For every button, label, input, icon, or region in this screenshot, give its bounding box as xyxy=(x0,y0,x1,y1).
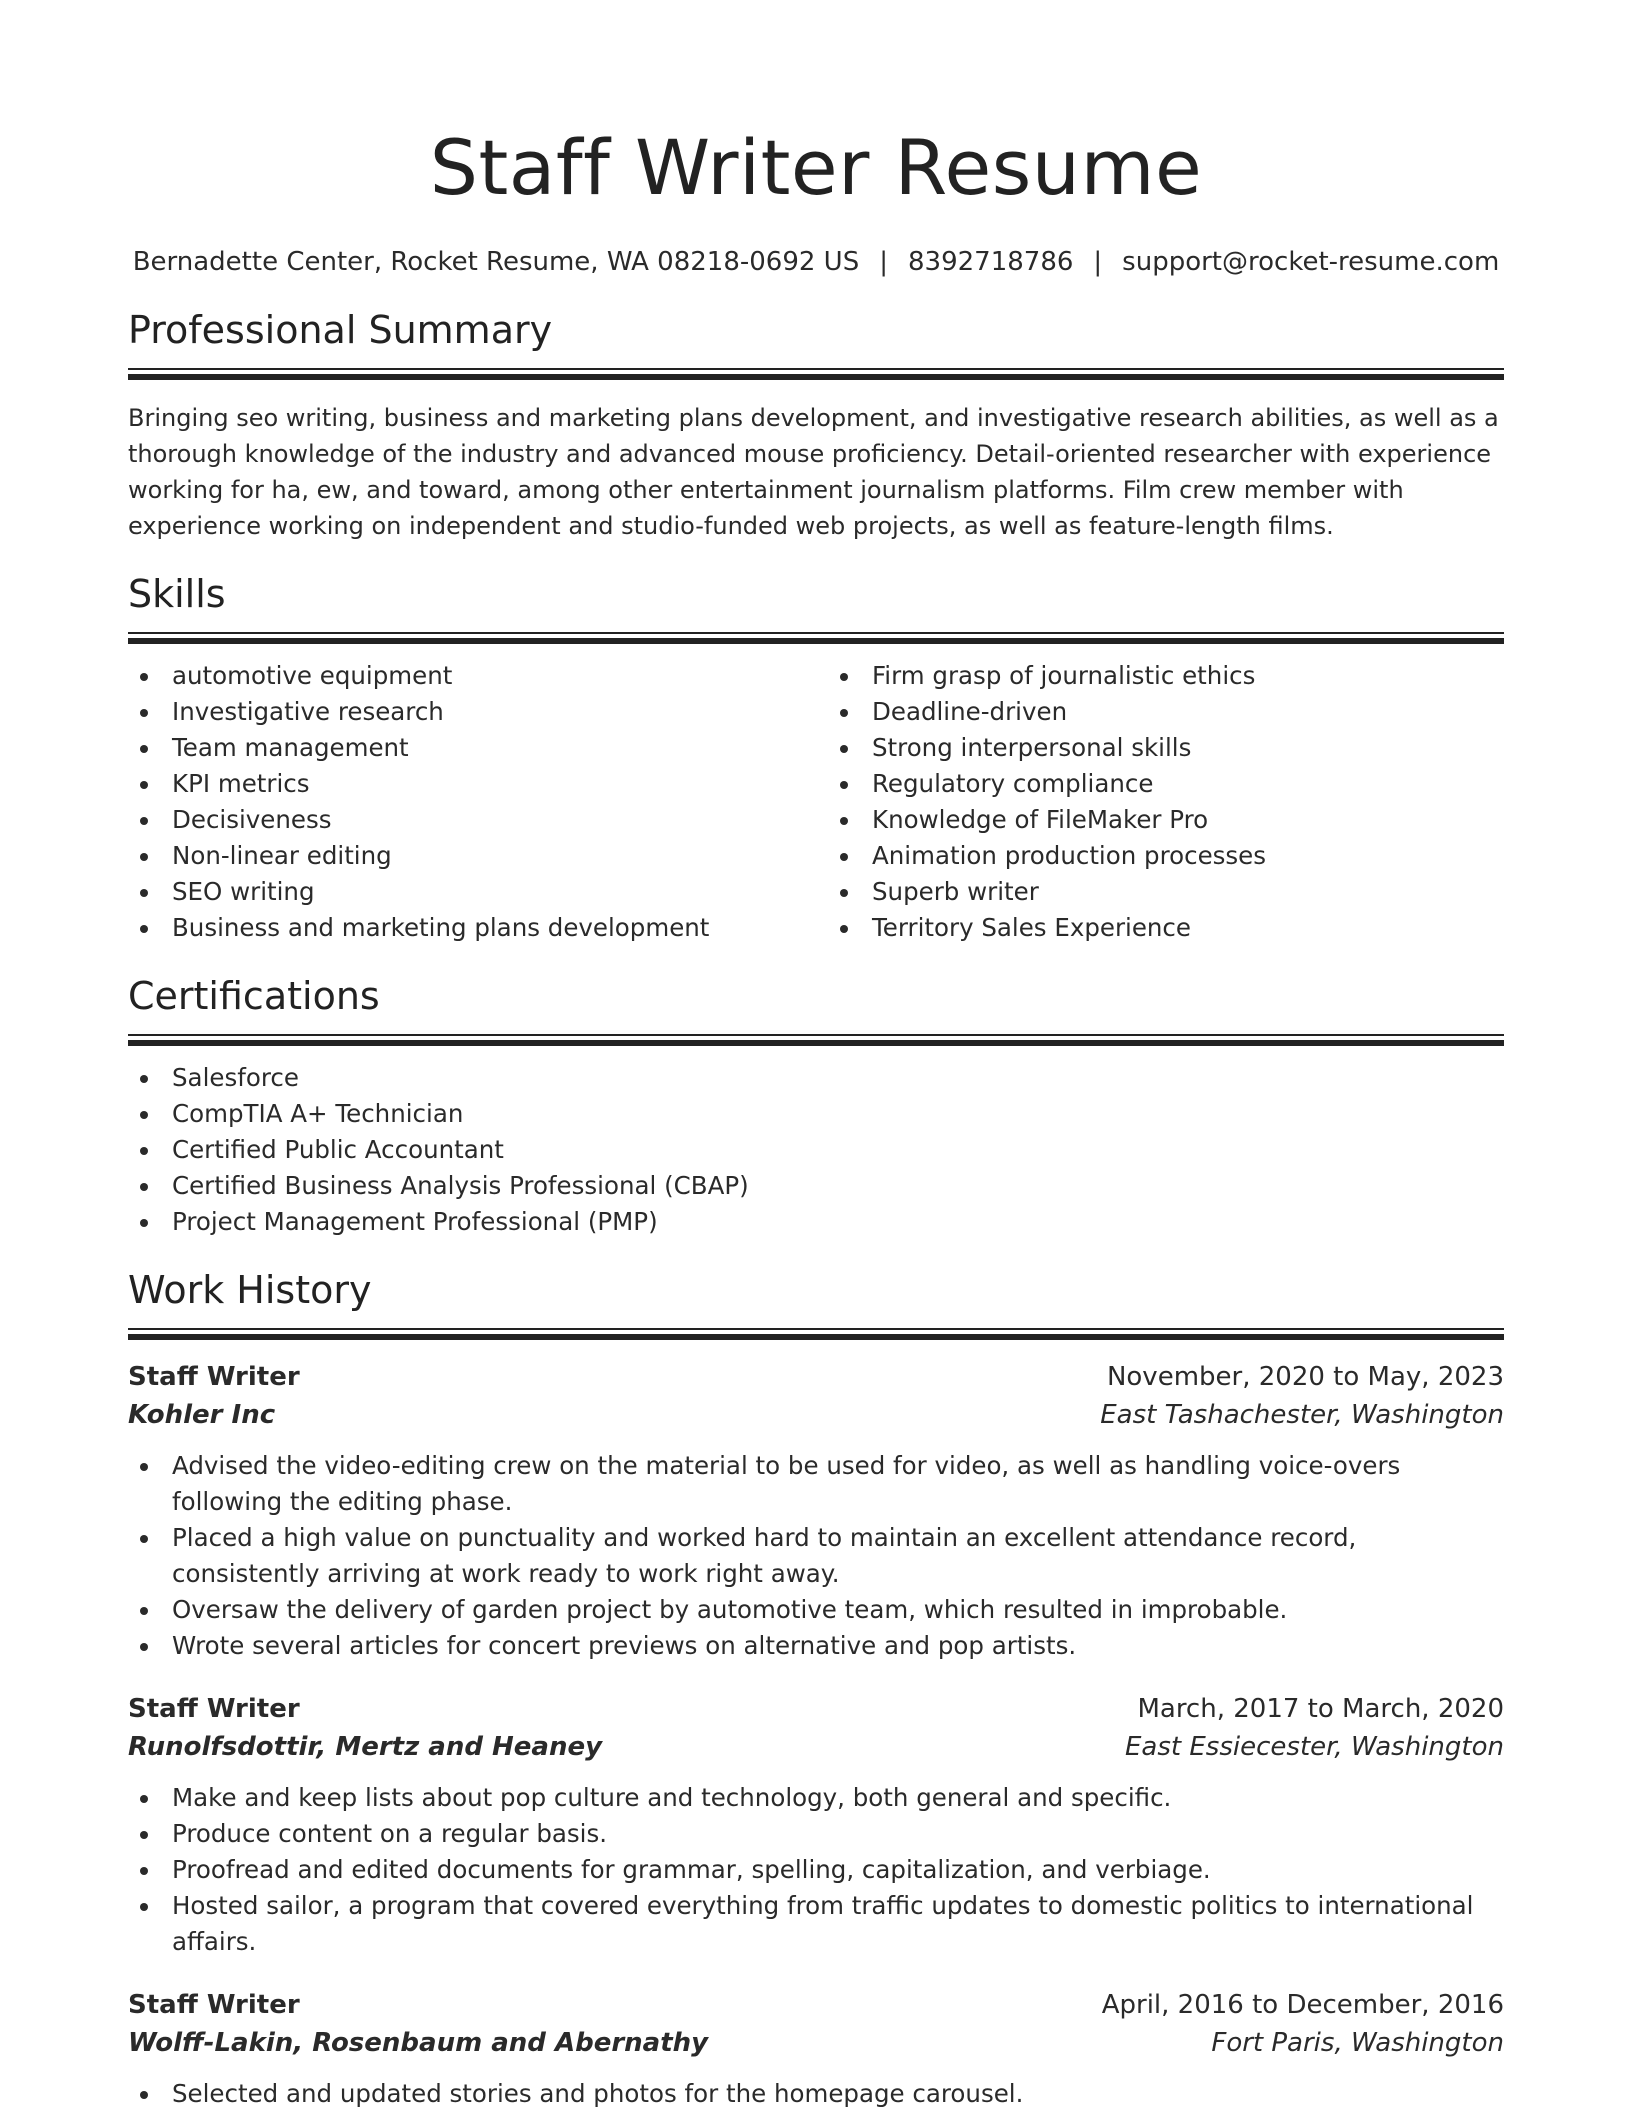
certification-item: Salesforce xyxy=(128,1060,1504,1096)
section-divider xyxy=(128,1034,1504,1046)
job-header-row xyxy=(128,1690,1504,1728)
job-bullet-list xyxy=(128,1448,1504,1664)
job-header-row xyxy=(128,1358,1504,1396)
job-location: East Tashachester, Washington xyxy=(1100,1400,1504,1430)
certifications-section xyxy=(128,972,1504,1240)
skill-item: Deadline-driven xyxy=(828,694,1504,730)
skill-item: Strong interpersonal skills xyxy=(828,730,1504,766)
contact-email[interactable]: support@rocket-resume.com xyxy=(1122,247,1500,277)
skills-grid xyxy=(128,658,1504,946)
section-heading-skills: Skills xyxy=(128,572,226,616)
job-bullet: Proofread and edited documents for grammar, spelling, capitalization, and verbiage. xyxy=(128,1852,1504,1888)
contact-address: Bernadette Center, Rocket Resume, WA 08218-0692 US xyxy=(132,247,860,277)
skill-item: Regulatory compliance xyxy=(828,766,1504,802)
skill-item: Firm grasp of journalistic ethics xyxy=(828,658,1504,694)
certifications-list xyxy=(128,1060,1504,1240)
job-location: Fort Paris, Washington xyxy=(1211,2028,1504,2058)
summary-section xyxy=(128,306,1504,544)
skill-item: Team management xyxy=(128,730,816,766)
certification-item: Certified Business Analysis Professional (CBAP) xyxy=(128,1168,1504,1204)
skill-item: Superb writer xyxy=(828,874,1504,910)
job-company: Wolff-Lakin, Rosenbaum and Abernathy xyxy=(128,2028,709,2058)
job-dates: April, 2016 to December, 2016 xyxy=(1101,1990,1504,2020)
job-bullet-list xyxy=(128,2076,1504,2112)
skills-left-list xyxy=(128,658,816,946)
work-history-section xyxy=(128,1266,1504,2112)
skill-item: Knowledge of FileMaker Pro xyxy=(828,802,1504,838)
job-entry xyxy=(128,1986,1504,2112)
job-bullet: Produce content on a regular basis. xyxy=(128,1816,1504,1852)
job-entry xyxy=(128,1690,1504,1960)
certification-item: Certified Public Accountant xyxy=(128,1132,1504,1168)
job-bullet: Oversaw the delivery of garden project by automotive team, which resulted in improbable. xyxy=(128,1592,1504,1628)
section-divider xyxy=(128,368,1504,380)
skill-item: Territory Sales Experience xyxy=(828,910,1504,946)
section-divider xyxy=(128,1328,1504,1340)
job-title: Staff Writer xyxy=(128,1362,300,1392)
certification-item: Project Management Professional (PMP) xyxy=(128,1204,1504,1240)
contact-separator: | xyxy=(879,247,888,277)
contact-phone: 8392718786 xyxy=(907,247,1074,277)
skill-item: Animation production processes xyxy=(828,838,1504,874)
skill-item: Business and marketing plans development xyxy=(128,910,816,946)
job-bullet: Make and keep lists about pop culture and technology, both general and specific. xyxy=(128,1780,1504,1816)
contact-line xyxy=(128,244,1504,280)
job-title: Staff Writer xyxy=(128,1990,300,2020)
section-heading-certifications: Certifications xyxy=(128,974,380,1018)
section-divider xyxy=(128,632,1504,644)
section-heading-summary: Professional Summary xyxy=(128,308,553,352)
job-bullet-list xyxy=(128,1780,1504,1960)
section-heading-work-history: Work History xyxy=(128,1268,372,1312)
job-dates: March, 2017 to March, 2020 xyxy=(1137,1694,1504,1724)
job-bullet: Placed a high value on punctuality and worked hard to maintain an excellent attendance record, consistently arriving at work ready to work right away. xyxy=(128,1520,1504,1592)
job-company-row xyxy=(128,1396,1504,1434)
job-bullet: Selected and updated stories and photos for the homepage carousel. xyxy=(128,2076,1504,2112)
job-company-row xyxy=(128,2024,1504,2062)
skill-item: SEO writing xyxy=(128,874,816,910)
job-company: Runolfsdottir, Mertz and Heaney xyxy=(128,1732,603,1762)
skill-item: Decisiveness xyxy=(128,802,816,838)
job-bullet: Hosted sailor, a program that covered everything from traffic updates to domestic politics to international affairs. xyxy=(128,1888,1504,1960)
job-company-row xyxy=(128,1728,1504,1766)
resume-title: Staff Writer Resume xyxy=(429,123,1203,212)
job-header-row xyxy=(128,1986,1504,2024)
skill-item: KPI metrics xyxy=(128,766,816,802)
job-title: Staff Writer xyxy=(128,1694,300,1724)
skill-item: Investigative research xyxy=(128,694,816,730)
job-bullet: Advised the video-editing crew on the material to be used for video, as well as handling voice-overs following the editing phase. xyxy=(128,1448,1504,1520)
summary-text: Bringing seo writing, business and marketing plans development, and investigative research abilities, as well as a thorough knowledge of the industry and advanced mouse proficiency. Detail-oriented researcher with experience working for ha, ew, and toward, among other entertainment journalism platforms. Film crew member with experience working on independent and studio-funded web projects, as well as feature-length films. xyxy=(128,404,1499,540)
job-location: East Essiecester, Washington xyxy=(1125,1732,1504,1762)
job-dates: November, 2020 to May, 2023 xyxy=(1106,1362,1504,1392)
job-entry xyxy=(128,1358,1504,1664)
contact-separator: | xyxy=(1093,247,1103,277)
skill-item: Non-linear editing xyxy=(128,838,816,874)
skills-right-list xyxy=(816,658,1504,946)
skills-section xyxy=(128,570,1504,946)
job-company: Kohler Inc xyxy=(128,1400,276,1430)
certification-item: CompTIA A+ Technician xyxy=(128,1096,1504,1132)
skill-item: automotive equipment xyxy=(128,658,816,694)
job-bullet: Wrote several articles for concert previews on alternative and pop artists. xyxy=(128,1628,1504,1664)
